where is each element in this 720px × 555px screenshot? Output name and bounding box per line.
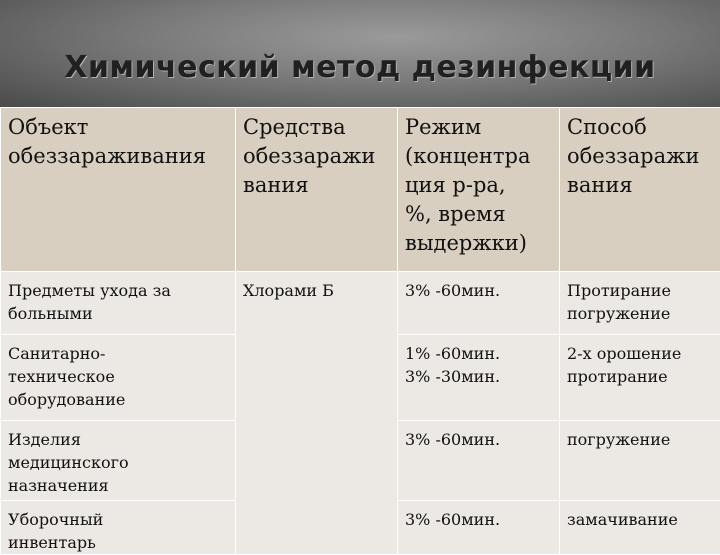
slide-title: Химический метод дезинфекции [0,50,720,85]
cell-object: Изделия медицинского назначения [1,421,236,501]
table-header-row [1,108,720,272]
table-row [1,272,720,335]
cell-agent: Хлорами Б [236,272,398,555]
cell-object: Предметы ухода за больными [1,272,236,335]
cell-method: 2-х орошение протирание [560,335,720,421]
header-mode: Режим (концентра ция р-ра, %, время выдержки) [398,108,560,272]
cell-method: погружение [560,421,720,501]
disinfection-table [0,107,720,555]
title-banner [0,0,720,107]
cell-object: Санитарно- техническое оборудование [1,335,236,421]
cell-method: Протирание погружение [560,272,720,335]
cell-mode: 3% -60мин. [398,421,560,501]
header-method: Способ обеззаражи вания [560,108,720,272]
cell-method: замачивание [560,501,720,555]
cell-mode: 1% -60мин. 3% -30мин. [398,335,560,421]
header-agent: Средства обеззаражи вания [236,108,398,272]
cell-mode: 3% -60мин. [398,501,560,555]
cell-mode: 3% -60мин. [398,272,560,335]
header-object: Объект обеззараживания [1,108,236,272]
cell-object: Уборочный инвентарь [1,501,236,555]
